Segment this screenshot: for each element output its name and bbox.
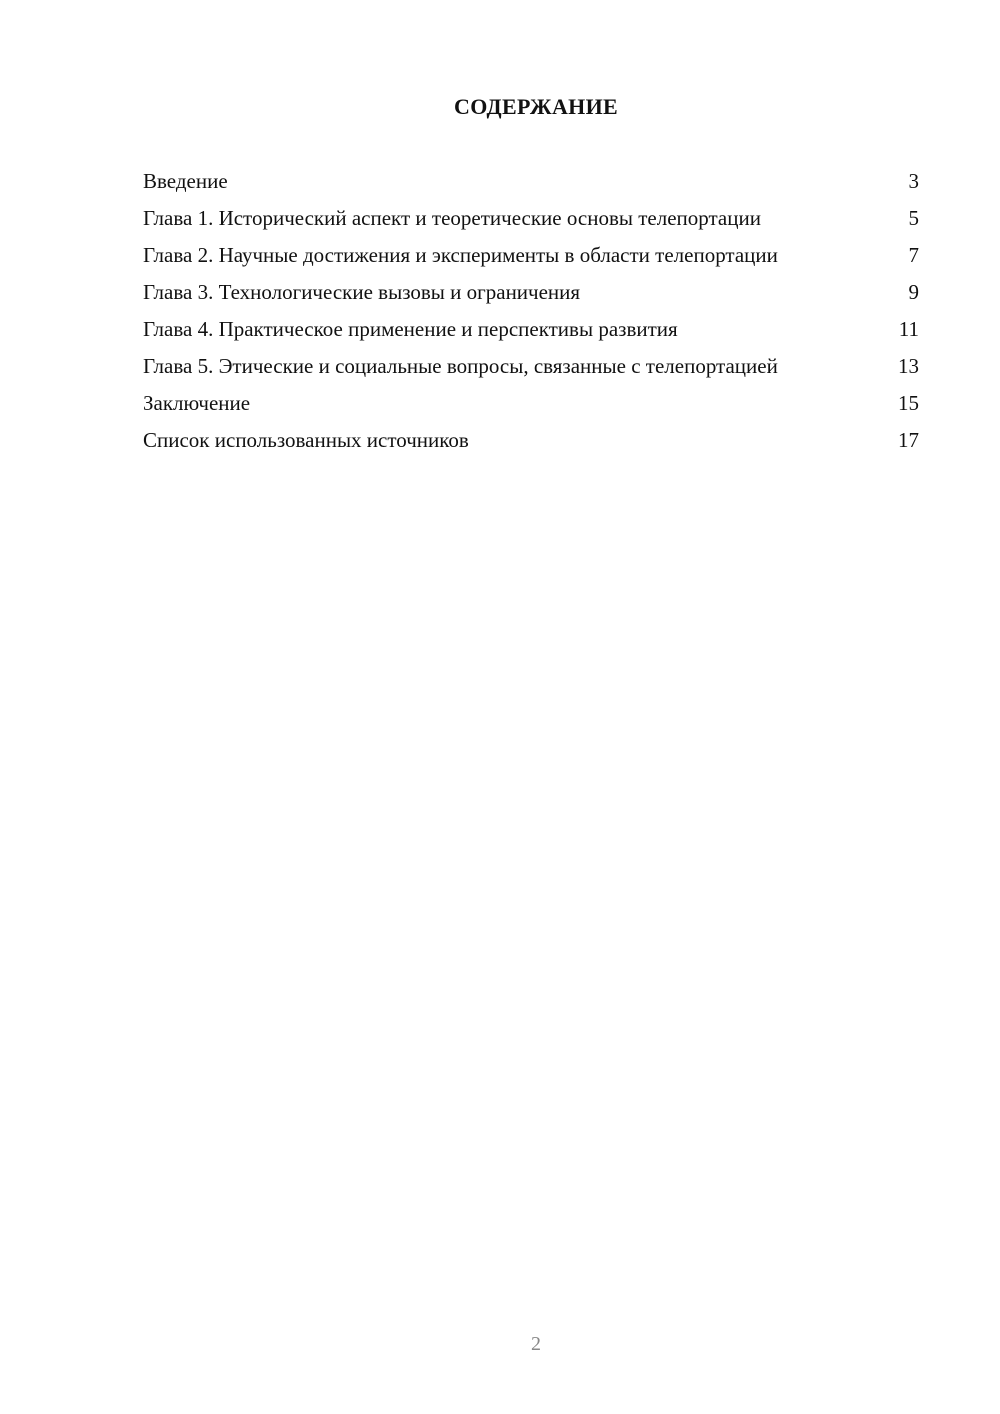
toc-entry-page-number: 9 bbox=[908, 280, 919, 304]
toc-entry-label: Глава 1. Исторический аспект и теоретические основы телепортации bbox=[143, 206, 761, 230]
toc-entry-label: Глава 3. Технологические вызовы и ограничения bbox=[143, 280, 581, 304]
toc-entry-chapter-5[interactable] bbox=[143, 353, 919, 380]
page-number: 2 bbox=[531, 1333, 541, 1355]
toc-entry-chapter-4[interactable] bbox=[143, 316, 919, 343]
toc-entry-page-number: 13 bbox=[898, 354, 919, 378]
toc-entry-label: Глава 4. Практическое применение и перспективы развития bbox=[143, 317, 678, 341]
toc-entry-label: Заключение bbox=[143, 391, 251, 415]
toc-entry-page-number: 5 bbox=[908, 206, 919, 230]
toc-entry-page-number: 7 bbox=[908, 243, 919, 267]
toc-entry-label: Список использованных источников bbox=[143, 428, 469, 452]
toc-title: СОДЕРЖАНИЕ bbox=[454, 94, 618, 119]
toc-entry-chapter-2[interactable] bbox=[143, 242, 919, 269]
toc-entry-chapter-1[interactable] bbox=[143, 205, 919, 232]
toc-entry-conclusion[interactable] bbox=[143, 390, 919, 417]
toc-entry-page-number: 3 bbox=[908, 169, 919, 193]
toc-entry-label: Глава 5. Этические и социальные вопросы, связанные с телепортацией bbox=[143, 354, 778, 378]
toc-entry-label: Глава 2. Научные достижения и эксперименты в области телепортации bbox=[143, 243, 778, 267]
toc-entry-page-number: 15 bbox=[898, 391, 919, 415]
toc-entry-page-number: 11 bbox=[898, 317, 919, 341]
toc-entry-page-number: 17 bbox=[898, 428, 919, 452]
toc-entry-label: Введение bbox=[143, 169, 228, 193]
toc-entry-chapter-3[interactable] bbox=[143, 279, 919, 306]
table-of-contents bbox=[143, 168, 919, 464]
toc-entry-references[interactable] bbox=[143, 427, 919, 454]
toc-entry-introduction[interactable] bbox=[143, 168, 919, 195]
